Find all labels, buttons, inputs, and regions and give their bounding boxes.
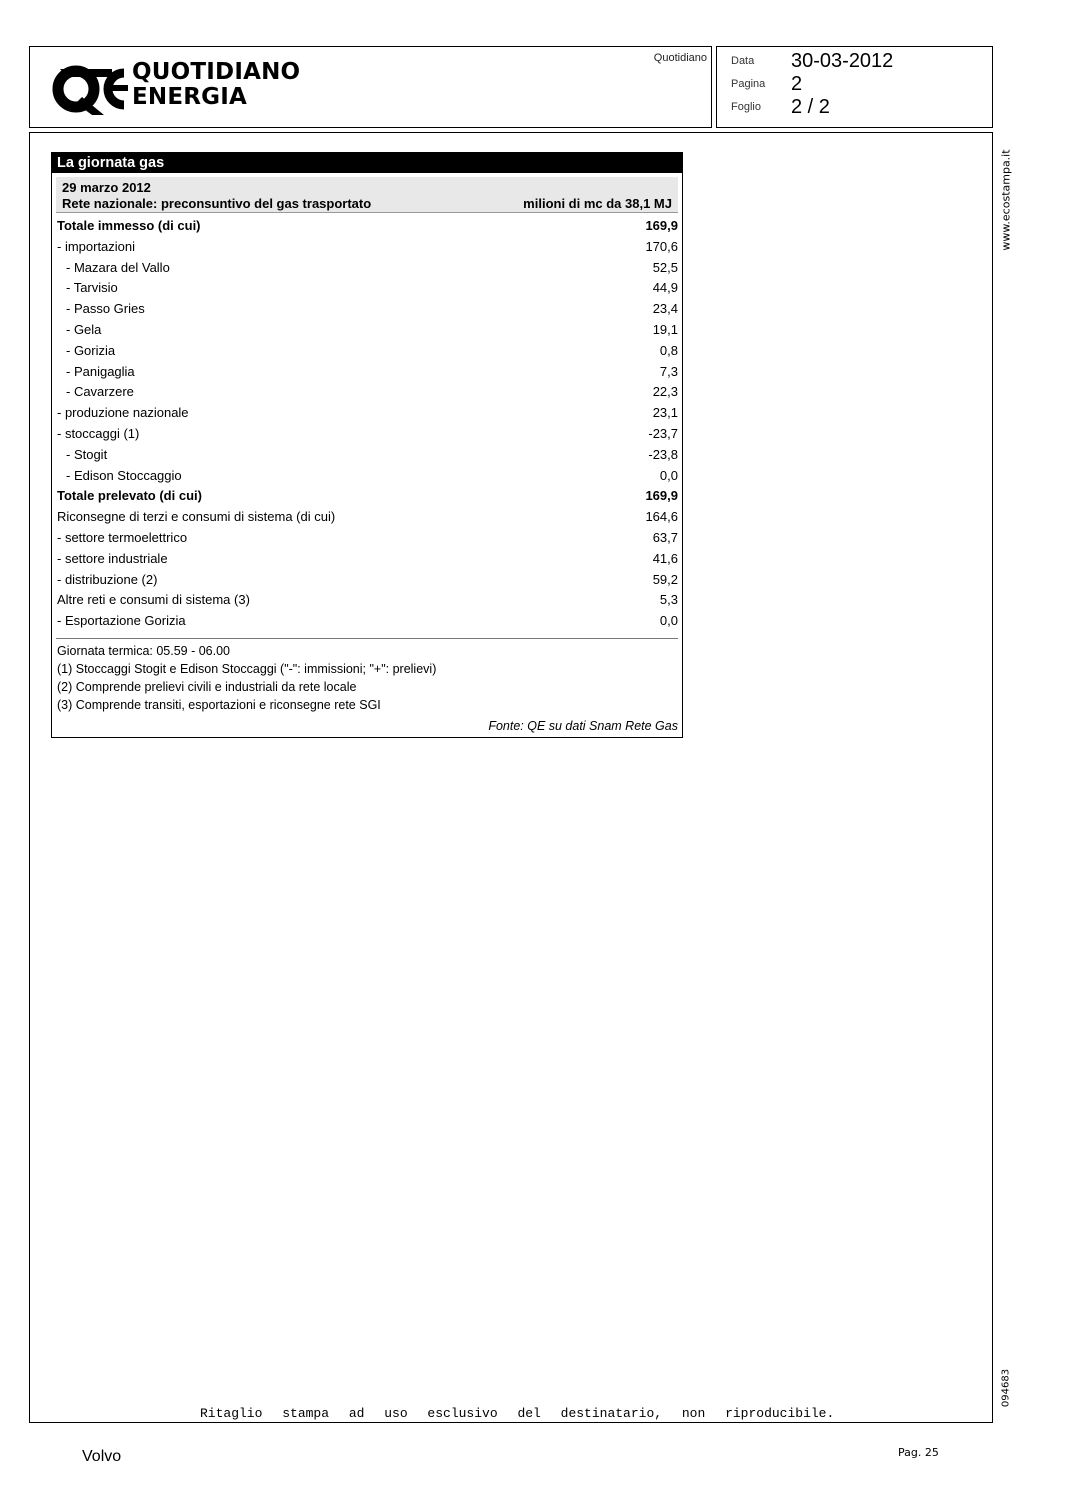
side-code: 094683 bbox=[1000, 1368, 1012, 1408]
gas-table-box bbox=[51, 152, 683, 738]
row-value: 5,3 bbox=[659, 592, 678, 608]
table-row bbox=[56, 382, 678, 403]
table-row bbox=[56, 258, 678, 279]
table-row bbox=[56, 486, 678, 507]
row-label: Totale immesso (di cui) bbox=[57, 218, 201, 233]
row-label: - produzione nazionale bbox=[57, 405, 189, 421]
brand-name bbox=[132, 60, 300, 110]
footer-client: Volvo bbox=[82, 1448, 122, 1465]
table-row bbox=[56, 362, 678, 383]
table-row bbox=[56, 507, 678, 528]
row-value: 41,6 bbox=[652, 550, 678, 566]
row-value: 0,8 bbox=[659, 342, 678, 358]
source-note: Fonte: QE su dati Snam Rete Gas bbox=[488, 719, 678, 733]
row-value: 23,4 bbox=[652, 301, 678, 317]
row-value: 52,5 bbox=[652, 259, 678, 275]
table-row bbox=[56, 341, 678, 362]
table-row bbox=[56, 424, 678, 445]
table-notes bbox=[56, 638, 678, 735]
issue-meta bbox=[716, 46, 993, 128]
table-row bbox=[56, 611, 678, 632]
table-row bbox=[56, 278, 678, 299]
table-rows bbox=[56, 216, 678, 632]
footer-page-number: Pag. 25 bbox=[898, 1446, 939, 1459]
row-label: - Cavarzere bbox=[66, 384, 134, 400]
row-label: Totale prelevato (di cui) bbox=[57, 488, 202, 504]
table-description: Rete nazionale: preconsuntivo del gas trasportato bbox=[62, 196, 372, 211]
table-row bbox=[56, 216, 678, 237]
table-row bbox=[56, 466, 678, 487]
row-label: - importazioni bbox=[57, 238, 136, 254]
side-url: www.ecostampa.it bbox=[999, 149, 1013, 251]
row-label: Riconsegne di terzi e consumi di sistema (di cui) bbox=[57, 509, 336, 525]
meta-row-sheet bbox=[731, 95, 830, 119]
row-value: 169,9 bbox=[645, 488, 678, 504]
brand-line-2: ENERGIA bbox=[132, 84, 248, 110]
row-label: - settore termoelettrico bbox=[57, 529, 188, 545]
row-value: 7,3 bbox=[659, 363, 678, 379]
table-row bbox=[56, 528, 678, 549]
table-date: 29 marzo 2012 bbox=[62, 180, 151, 195]
table-unit: milioni di mc da 38,1 MJ bbox=[523, 196, 672, 211]
row-value: 23,1 bbox=[652, 405, 678, 421]
row-value: -23,7 bbox=[648, 425, 678, 441]
row-label: Altre reti e consumi di sistema (3) bbox=[57, 592, 250, 608]
row-value: 59,2 bbox=[652, 571, 678, 587]
row-label: - Passo Gries bbox=[66, 301, 145, 317]
row-label: - distribuzione (2) bbox=[57, 571, 158, 587]
table-subheader bbox=[56, 177, 678, 213]
table-row bbox=[56, 320, 678, 341]
row-value: 0,0 bbox=[659, 467, 678, 483]
row-label: - stoccaggi (1) bbox=[57, 425, 140, 441]
meta-value: 30-03-2012 bbox=[791, 49, 894, 72]
note: (1) Stoccaggi Stogit e Edison Stoccaggi ("-": immissioni; "+": prelievi) bbox=[57, 662, 437, 676]
disclaimer: Ritaglio stampa ad uso esclusivo del destinatario, non riproducibile. bbox=[200, 1406, 835, 1421]
row-label: - Esportazione Gorizia bbox=[57, 613, 186, 629]
row-value: -23,8 bbox=[648, 446, 678, 462]
row-label: - Gorizia bbox=[66, 342, 116, 358]
meta-row-date bbox=[731, 49, 893, 73]
row-value: 44,9 bbox=[652, 280, 678, 296]
row-label: - Mazara del Vallo bbox=[66, 259, 170, 275]
row-label: - Gela bbox=[66, 321, 102, 337]
note: Giornata termica: 05.59 - 06.00 bbox=[57, 644, 231, 658]
row-value: 0,0 bbox=[659, 613, 678, 629]
table-row bbox=[56, 590, 678, 611]
table-row bbox=[56, 237, 678, 258]
row-value: 170,6 bbox=[645, 238, 678, 254]
meta-value: 2 bbox=[791, 72, 803, 95]
row-label: - Tarvisio bbox=[66, 280, 118, 296]
row-label: - Stogit bbox=[66, 446, 108, 462]
row-label: - settore industriale bbox=[57, 550, 168, 566]
row-label: - Edison Stoccaggio bbox=[66, 467, 182, 483]
meta-label: Foglio bbox=[731, 101, 761, 113]
masthead bbox=[29, 46, 712, 128]
row-value: 63,7 bbox=[652, 529, 678, 545]
row-value: 22,3 bbox=[652, 384, 678, 400]
table-row bbox=[56, 403, 678, 424]
table-row bbox=[56, 570, 678, 591]
row-value: 169,9 bbox=[645, 218, 678, 233]
meta-label: Pagina bbox=[731, 78, 766, 90]
table-row bbox=[56, 445, 678, 466]
row-label: - Panigaglia bbox=[66, 363, 135, 379]
meta-value: 2 / 2 bbox=[791, 95, 830, 118]
row-value: 164,6 bbox=[645, 509, 678, 525]
note: (2) Comprende prelievi civili e industriali da rete locale bbox=[57, 680, 357, 694]
meta-row-page bbox=[731, 72, 802, 96]
brand-line-1: QUOTIDIANO bbox=[132, 59, 301, 85]
note: (3) Comprende transiti, esportazioni e riconsegne rete SGI bbox=[57, 698, 381, 712]
publication-type: Quotidiano bbox=[653, 52, 707, 64]
meta-label: Data bbox=[731, 55, 755, 67]
table-row bbox=[56, 549, 678, 570]
table-row bbox=[56, 299, 678, 320]
row-value: 19,1 bbox=[652, 321, 678, 337]
article-title: La giornata gas bbox=[52, 153, 682, 173]
